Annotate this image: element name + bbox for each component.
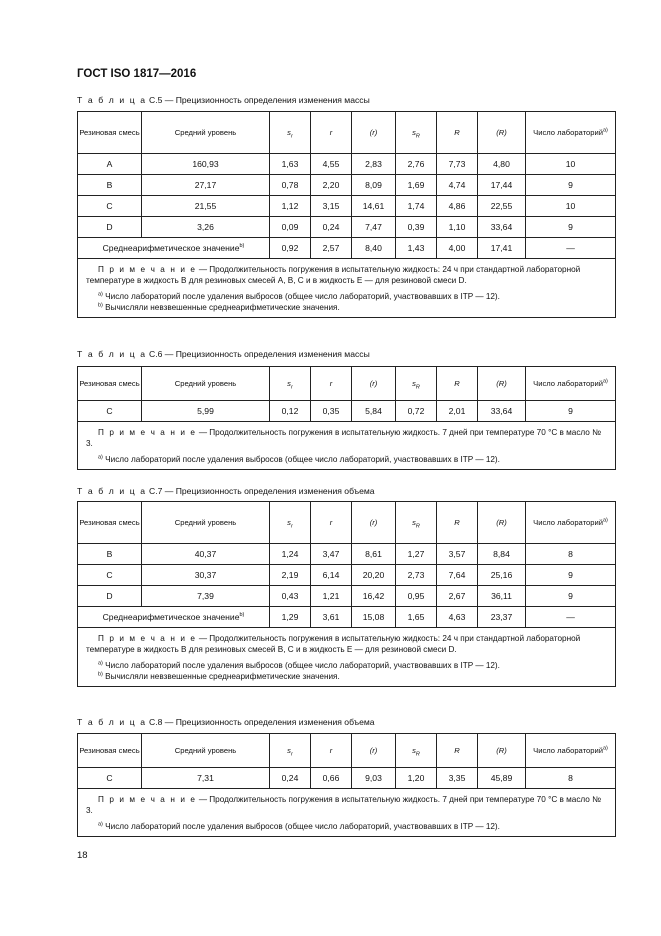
table-cell: 16,42 xyxy=(352,586,396,607)
table-cell: 8,84 xyxy=(478,544,526,565)
table-cell: 4,74 xyxy=(437,175,478,196)
header-R: R xyxy=(437,734,478,768)
table-cell: 45,89 xyxy=(478,768,526,789)
table-cell: 0,72 xyxy=(396,401,437,422)
table-cell: D xyxy=(78,217,142,238)
table-cell: A xyxy=(78,154,142,175)
table-cell: 4,55 xyxy=(311,154,352,175)
table-cell: 14,61 xyxy=(352,196,396,217)
table-note: П р и м е ч а н и е — Продолжительность погружения в испытательную жидкость: 24 ч при стандартной лабораторной температуре в жидкость В для резиновых смесей A, B, C и в жидкость E — для резиновой смеси D. $^{a)}$ Число лабораторий после удаления выбросов (общее число лабораторий, участвовавших в ITP — 12). $^{b)}$ Вычисляли невзвешенные среднеарифметические значения. xyxy=(78,259,616,318)
footnote: $^{a)}$ Число лабораторий после удаления выбросов (общее число лабораторий, участвовавших в ITP — 12). xyxy=(98,660,500,670)
header-sR: $s_R$ xyxy=(396,367,437,401)
table-cell: 8 xyxy=(526,768,616,789)
table-cell: 0,92 xyxy=(270,238,311,259)
header-r-paren: (r) xyxy=(352,112,396,154)
table-cell: 22,55 xyxy=(478,196,526,217)
table-cell: 33,64 xyxy=(478,401,526,422)
table-c7 xyxy=(77,501,616,687)
header-compound: Резиновая смесь xyxy=(78,112,142,154)
header-r-paren: (r) xyxy=(352,367,396,401)
header-sr: $s_r$ xyxy=(270,734,311,768)
table-note: П р и м е ч а н и е — Продолжительность погружения в испытательную жидкость. 7 дней при температуре 70 °С в масло № 3. $^{a)}$ Число лабораторий после удаления выбросов (общее число лабораторий, участвовавших в ITP — 12). xyxy=(78,422,616,470)
header-R: R xyxy=(437,367,478,401)
table-cell: C xyxy=(78,196,142,217)
table-cell: 2,73 xyxy=(396,565,437,586)
table-c8 xyxy=(77,733,616,837)
table-cell: 0,39 xyxy=(396,217,437,238)
table-cell: 25,16 xyxy=(478,565,526,586)
table-cell: 0,09 xyxy=(270,217,311,238)
mean-row xyxy=(78,238,616,259)
table-cell: 0,24 xyxy=(270,768,311,789)
table-cell: 3,15 xyxy=(311,196,352,217)
table-cell: 8,09 xyxy=(352,175,396,196)
header-labs: Число лабораторий$^{а)}$ xyxy=(526,367,616,401)
table-cell: 160,93 xyxy=(142,154,270,175)
table-row xyxy=(78,154,616,175)
table-cell: 3,47 xyxy=(311,544,352,565)
table-cell: 0,95 xyxy=(396,586,437,607)
table-cell: 36,11 xyxy=(478,586,526,607)
table-cell: 9 xyxy=(526,175,616,196)
table-cell: 15,08 xyxy=(352,607,396,628)
table-cell: 3,35 xyxy=(437,768,478,789)
table-cell: 10 xyxy=(526,196,616,217)
footnote: $^{a)}$ Число лабораторий после удаления выбросов (общее число лабораторий, участвовавших в ITP — 12). xyxy=(98,821,500,831)
table-cell: D xyxy=(78,586,142,607)
table-caption: Т а б л и ц а С.8 — Прецизионность определения изменения объема xyxy=(77,717,375,727)
table-cell: 1,69 xyxy=(396,175,437,196)
table-cell: 20,20 xyxy=(352,565,396,586)
table-cell: 21,55 xyxy=(142,196,270,217)
footnote: $^{a)}$ Число лабораторий после удаления выбросов (общее число лабораторий, участвовавших в ITP — 12). xyxy=(98,291,500,301)
header-labs: Число лабораторий$^{а)}$ xyxy=(526,734,616,768)
header-R-paren: (R) xyxy=(478,112,526,154)
table-note: П р и м е ч а н и е — Продолжительность погружения в испытательную жидкость. 7 дней при температуре 70 °С в масло № 3. $^{a)}$ Число лабораторий после удаления выбросов (общее число лабораторий, участвовавших в ITP — 12). xyxy=(78,789,616,837)
header-sR: $s_R$ xyxy=(396,112,437,154)
table-cell: 4,80 xyxy=(478,154,526,175)
table-cell: 33,64 xyxy=(478,217,526,238)
table-cell: 1,29 xyxy=(270,607,311,628)
mean-row xyxy=(78,607,616,628)
table-cell: 10 xyxy=(526,154,616,175)
page-number: 18 xyxy=(77,850,88,861)
table-row xyxy=(78,768,616,789)
table-cell: 0,66 xyxy=(311,768,352,789)
table-cell: 9 xyxy=(526,586,616,607)
table-row xyxy=(78,217,616,238)
table-cell: 0,43 xyxy=(270,586,311,607)
header-R-paren: (R) xyxy=(478,734,526,768)
table-cell: 40,37 xyxy=(142,544,270,565)
header-r: r xyxy=(311,502,352,544)
header-mean-level: Средний уровень xyxy=(142,734,270,768)
header-r: r xyxy=(311,367,352,401)
table-cell: 7,39 xyxy=(142,586,270,607)
table-cell: 8,61 xyxy=(352,544,396,565)
table-cell: 9 xyxy=(526,565,616,586)
table-cell: 9,03 xyxy=(352,768,396,789)
table-row xyxy=(78,196,616,217)
table-cell: 1,43 xyxy=(396,238,437,259)
header-labs: Число лабораторий$^{а)}$ xyxy=(526,112,616,154)
header-mean-level: Средний уровень xyxy=(142,112,270,154)
table-c5 xyxy=(77,111,616,318)
table-note: П р и м е ч а н и е — Продолжительность погружения в испытательную жидкость: 24 ч при стандартной лабораторной температуре в жидкость В для резиновых смесей B, C и в жидкость E — для резиновой смеси D. $^{a)}$ Число лабораторий после удаления выбросов (общее число лабораторий, участвовавших в ITP — 12). $^{b)}$ Вычисляли невзвешенные среднеарифметические значения. xyxy=(78,628,616,687)
table-cell: 5,84 xyxy=(352,401,396,422)
table-row xyxy=(78,175,616,196)
header-R-paren: (R) xyxy=(478,502,526,544)
table-cell: — xyxy=(526,607,616,628)
table-cell: 7,31 xyxy=(142,768,270,789)
table-cell: 23,37 xyxy=(478,607,526,628)
table-cell: 1,20 xyxy=(396,768,437,789)
header-sr: $s_r$ xyxy=(270,502,311,544)
header-R-paren: (R) xyxy=(478,367,526,401)
mean-row-label: Среднеарифметическое значение$^{b)}$ xyxy=(78,238,270,259)
table-cell: 0,35 xyxy=(311,401,352,422)
mean-row-label: Среднеарифметическое значение$^{b)}$ xyxy=(78,607,270,628)
table-caption: Т а б л и ц а С.7 — Прецизионность определения изменения объема xyxy=(77,486,375,496)
table-cell: B xyxy=(78,175,142,196)
table-cell: 4,00 xyxy=(437,238,478,259)
table-cell: 6,14 xyxy=(311,565,352,586)
footnote: $^{a)}$ Число лабораторий после удаления выбросов (общее число лабораторий, участвовавших в ITP — 12). xyxy=(98,454,500,464)
table-cell: 27,17 xyxy=(142,175,270,196)
header-labs: Число лабораторий$^{а)}$ xyxy=(526,502,616,544)
table-cell: 9 xyxy=(526,401,616,422)
header-r: r xyxy=(311,112,352,154)
table-cell: 4,86 xyxy=(437,196,478,217)
table-cell: 7,64 xyxy=(437,565,478,586)
table-cell: 17,41 xyxy=(478,238,526,259)
table-cell: 0,24 xyxy=(311,217,352,238)
table-cell: 1,63 xyxy=(270,154,311,175)
table-cell: C xyxy=(78,401,142,422)
table-cell: C xyxy=(78,768,142,789)
header-sr: $s_r$ xyxy=(270,112,311,154)
table-cell: 3,26 xyxy=(142,217,270,238)
header-compound: Резиновая смесь xyxy=(78,367,142,401)
header-r: r xyxy=(311,734,352,768)
table-cell: 1,10 xyxy=(437,217,478,238)
table-cell: 1,21 xyxy=(311,586,352,607)
table-cell: 2,01 xyxy=(437,401,478,422)
table-cell: C xyxy=(78,565,142,586)
table-cell: 2,76 xyxy=(396,154,437,175)
header-mean-level: Средний уровень xyxy=(142,502,270,544)
table-cell: 8 xyxy=(526,544,616,565)
footnote: $^{b)}$ Вычисляли невзвешенные среднеарифметические значения. xyxy=(98,671,340,681)
table-cell: 2,83 xyxy=(352,154,396,175)
table-cell: 8,40 xyxy=(352,238,396,259)
header-r-paren: (r) xyxy=(352,734,396,768)
table-caption: Т а б л и ц а С.6 — Прецизионность определения изменения массы xyxy=(77,349,370,359)
header-mean-level: Средний уровень xyxy=(142,367,270,401)
table-cell: 0,78 xyxy=(270,175,311,196)
table-cell: B xyxy=(78,544,142,565)
header-sR: $s_R$ xyxy=(396,734,437,768)
table-cell: — xyxy=(526,238,616,259)
table-cell: 3,57 xyxy=(437,544,478,565)
table-cell: 1,12 xyxy=(270,196,311,217)
header-R: R xyxy=(437,502,478,544)
header-sr: $s_r$ xyxy=(270,367,311,401)
table-cell: 17,44 xyxy=(478,175,526,196)
standard-header: ГОСТ ISO 1817—2016 xyxy=(77,68,197,80)
header-compound: Резиновая смесь xyxy=(78,734,142,768)
table-caption: Т а б л и ц а С.5 — Прецизионность определения изменения массы xyxy=(77,95,370,105)
table-cell: 7,47 xyxy=(352,217,396,238)
header-compound: Резиновая смесь xyxy=(78,502,142,544)
table-row xyxy=(78,401,616,422)
header-R: R xyxy=(437,112,478,154)
table-row xyxy=(78,586,616,607)
table-cell: 3,61 xyxy=(311,607,352,628)
table-cell: 1,24 xyxy=(270,544,311,565)
table-cell: 2,19 xyxy=(270,565,311,586)
table-cell: 2,20 xyxy=(311,175,352,196)
table-row xyxy=(78,565,616,586)
footnote: $^{b)}$ Вычисляли невзвешенные среднеарифметические значения. xyxy=(98,302,340,312)
header-r-paren: (r) xyxy=(352,502,396,544)
table-cell: 2,67 xyxy=(437,586,478,607)
header-sR: $s_R$ xyxy=(396,502,437,544)
table-cell: 30,37 xyxy=(142,565,270,586)
table-cell: 1,74 xyxy=(396,196,437,217)
table-cell: 0,12 xyxy=(270,401,311,422)
table-cell: 7,73 xyxy=(437,154,478,175)
table-cell: 2,57 xyxy=(311,238,352,259)
table-cell: 1,65 xyxy=(396,607,437,628)
table-row xyxy=(78,544,616,565)
table-cell: 4,63 xyxy=(437,607,478,628)
table-cell: 9 xyxy=(526,217,616,238)
table-cell: 1,27 xyxy=(396,544,437,565)
table-c6 xyxy=(77,366,616,470)
table-cell: 5,99 xyxy=(142,401,270,422)
